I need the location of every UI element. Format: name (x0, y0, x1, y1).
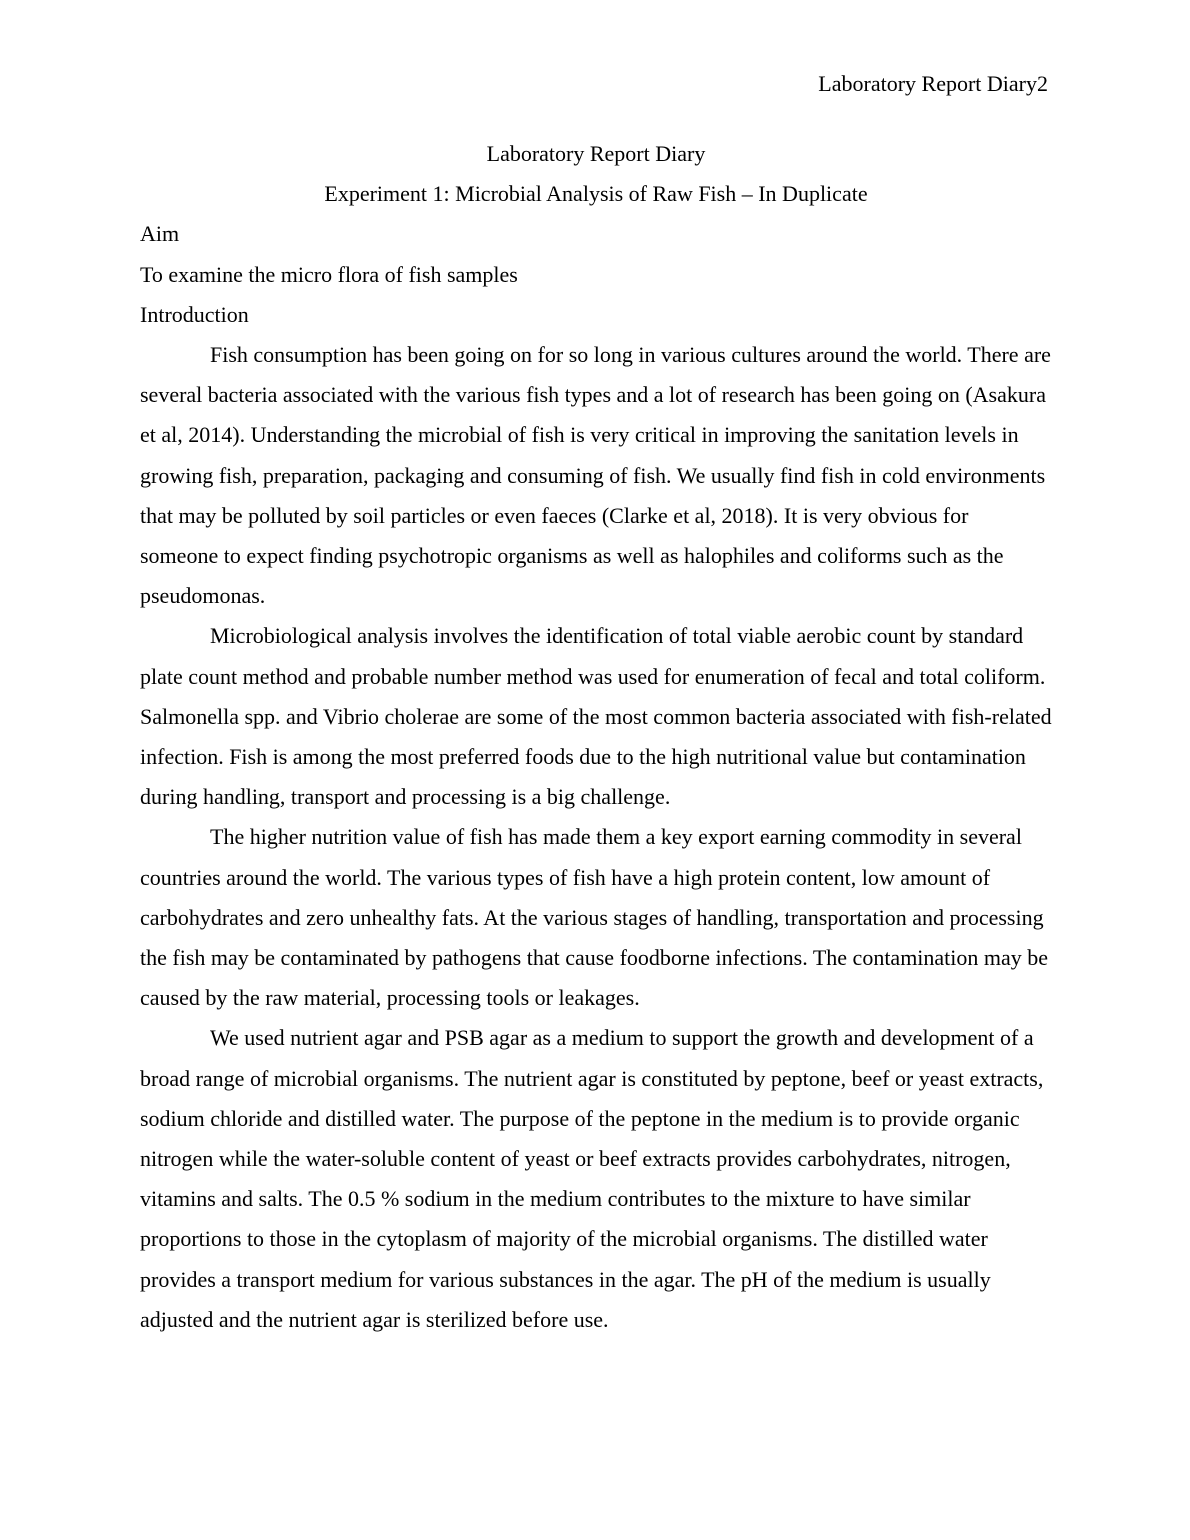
aim-heading: Aim (140, 221, 180, 247)
aim-text: To examine the micro flora of fish samples (140, 261, 518, 287)
paragraph: Fish consumption has been going on for so long in various cultures around the world. There are several bacteria associated with the various fish types and a lot of research has been going on (Asakura et al, 2014). Understanding the microbial of fish is very critical in improving the sanitation levels in growing fish, preparation, packaging and consuming of fish. We usually find fish in cold environments that may be polluted by soil particles or even faeces (Clarke et al, 2018). It is very obvious for someone to expect finding psychotropic organisms as well as halophiles and coliforms such as the pseudomonas. (140, 342, 1051, 609)
paragraph: We used nutrient agar and PSB agar as a medium to support the growth and development of a broad range of microbial organisms. The nutrient agar is constituted by peptone, beef or yeast extracts, sodium chloride and distilled water. The purpose of the peptone in the medium is to provide organic nitrogen while the water-soluble content of yeast or beef extracts provides carbohydrates, nitrogen, vitamins and salts. The 0.5 % sodium in the medium contributes to the mixture to have similar proportions to those in the cytoplasm of majority of the microbial organisms. The distilled water provides a transport medium for various substances in the agar. The pH of the medium is usually adjusted and the nutrient agar is sterilized before use. (140, 1025, 1044, 1332)
document-subtitle: Experiment 1: Microbial Analysis of Raw Fish – In Duplicate (324, 181, 868, 207)
running-head: Laboratory Report Diary2 (818, 71, 1048, 96)
introduction-heading: Introduction (140, 301, 249, 327)
document-title: Laboratory Report Diary (486, 141, 706, 166)
paragraph: The higher nutrition value of fish has made them a key export earning commodity in several countries around the world. The various types of fish have a high protein content, low amount of carbohydrates and zero unhealthy fats. At the various stages of handling, transportation and processing the fish may be contaminated by pathogens that cause foodborne infections. The contamination may be caused by the raw material, processing tools or leakages. (140, 824, 1049, 1011)
document-body (140, 134, 1052, 1340)
paragraph: Microbiological analysis involves the identification of total viable aerobic count by standard plate count method and probable number method was used for enumeration of fecal and total coliform. Salmonella spp. and Vibrio cholerae are some of the most common bacteria associated with fish-related infection. Fish is among the most preferred foods due to the high nutritional value but contamination during handling, transport and processing is a big challenge. (140, 623, 1052, 810)
